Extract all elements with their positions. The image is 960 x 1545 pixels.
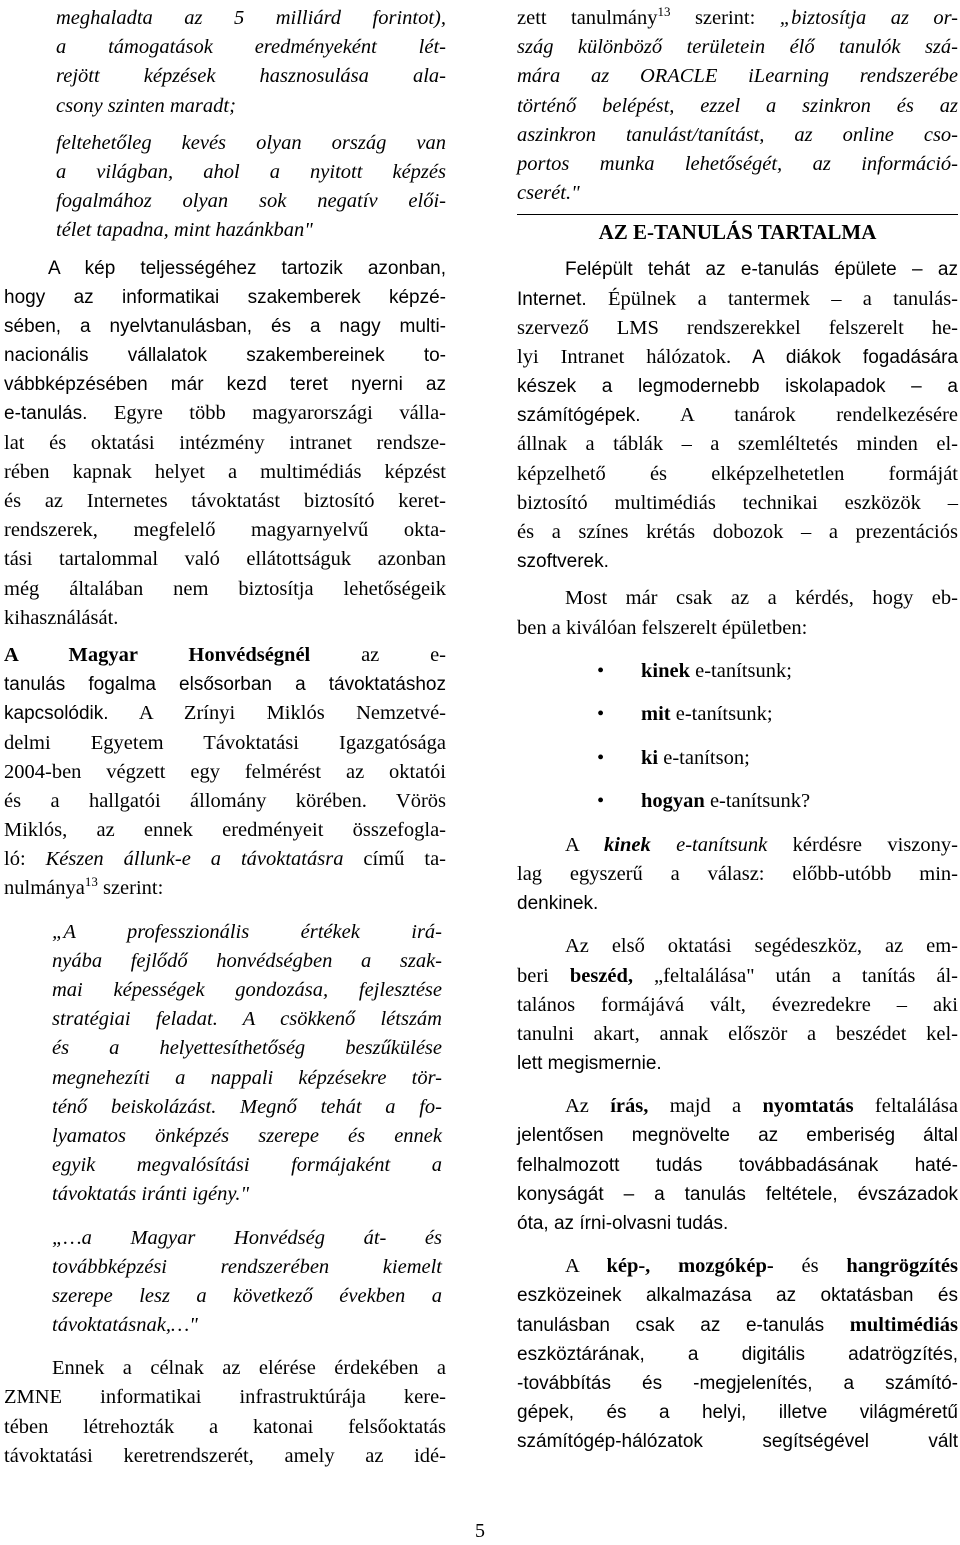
text-line: szerepe lesz a következő években a — [52, 1284, 442, 1307]
paragraph — [517, 831, 958, 919]
list-item — [517, 700, 958, 729]
text-line: lett megismernie. — [517, 1053, 662, 1075]
text-line: és a helyettesíthetőség beszűkülése — [52, 1037, 442, 1060]
text-run: című ta- — [343, 848, 446, 871]
text-line: eszközeinek alkalmazása az oktatásban és — [517, 1285, 958, 1307]
text-run: A diákok fogadására — [731, 346, 958, 368]
text-line — [517, 401, 958, 430]
text-line — [517, 1092, 958, 1121]
text-line: óta, az írni-olvasni tudás. — [517, 1213, 729, 1234]
text-run: kérdésre viszony- — [767, 833, 958, 856]
text-run: szerint: — [670, 7, 780, 29]
text-line: cserét." — [517, 182, 580, 205]
text-line: szág különböző területein élő tanulók szá- — [517, 36, 958, 59]
text-line: talános formájává vált, évezredekre – aki — [517, 993, 958, 1016]
bold-italic-run: kinek — [604, 833, 651, 856]
paragraph — [517, 255, 958, 576]
text-run: e-tanítsunk; — [670, 703, 773, 726]
footnote-ref: 13 — [657, 4, 671, 20]
text-line: rendszerek, megfelelő magyarnyelvű okta- — [4, 519, 446, 542]
text-line: stratégiai feladat. A csökkenő létszám — [52, 1008, 442, 1031]
text-line: felhalmozott tudás továbbadásának haté- — [517, 1154, 958, 1176]
bullet-icon: • — [597, 746, 605, 769]
text-line — [517, 343, 958, 372]
text-line: kihasználását. — [4, 606, 119, 629]
text-run: e-tanulás. — [4, 403, 88, 425]
text-run: kapcsolódik. — [4, 703, 109, 725]
bold-run: kinek — [641, 659, 690, 682]
bullet-item — [4, 129, 446, 246]
text-run: és — [773, 1255, 847, 1278]
text-line: gépek, és a helyi, illetve világméretű — [517, 1402, 958, 1424]
text-line: csony szinten maradt; — [56, 94, 236, 117]
text-line — [517, 1252, 958, 1281]
text-line: távoktatási keretrendszerét, amely az idé- — [4, 1444, 446, 1467]
text-line: tási tartalommal való ellátottságuk azonban — [4, 548, 446, 571]
paragraph — [4, 254, 446, 633]
paragraph — [4, 641, 446, 904]
text-line: aszinkron tanulást/tanítást, az online cso- — [517, 123, 958, 146]
text-line: feltehetőleg kevés olyan ország van — [56, 131, 446, 154]
text-line: a támogatások eredményeként lét- — [56, 36, 446, 59]
bold-run: hangrögzítés — [846, 1255, 958, 1278]
text-run: tanulásban csak az e-tanulás — [517, 1314, 850, 1336]
paragraph — [517, 584, 958, 642]
text-run: A — [565, 1255, 607, 1278]
text-line: ténő beiskolázást. Megnő tehát a fo- — [52, 1095, 442, 1118]
italic-run: „biztosítja az or- — [779, 7, 959, 29]
text-run: zett tanulmány — [517, 7, 658, 29]
text-line — [517, 831, 958, 860]
text-line: hogy az informatikai szakemberek képzé- — [4, 286, 446, 308]
text-line — [517, 4, 958, 33]
text-line: rejött képzések hasznosulása ala- — [56, 65, 446, 88]
text-line: számítógép-hálózatok segítségével vált — [517, 1431, 958, 1453]
bold-run: mit — [641, 703, 671, 726]
text-run: nulmánya — [4, 877, 85, 900]
text-line: konyságát – a tanulás feltétele, évszázadok — [517, 1183, 958, 1205]
text-line — [4, 399, 446, 428]
bold-run: ki — [641, 746, 659, 769]
text-line: távoktatás iránti igény." — [52, 1183, 250, 1206]
text-line: mára az ORACLE iLearning rendszerébe — [517, 65, 958, 88]
text-line — [4, 641, 446, 670]
text-line — [4, 845, 446, 874]
bold-run: hogyan — [641, 790, 705, 813]
left-column — [4, 4, 446, 1471]
text-line: 2004-ben végzett egy felmérést az oktatói — [4, 760, 446, 783]
bold-run: írás, — [610, 1095, 649, 1118]
text-line: jelentősen megnövelte az emberiség által — [517, 1125, 958, 1147]
text-line: készek a legmodernebb iskolapadok – a — [517, 376, 958, 398]
list-item — [517, 787, 958, 816]
text-run: szerint: — [97, 877, 164, 900]
text-line: fogalmához olyan sok negatív elői- — [56, 190, 446, 213]
text-line: lat és oktatási intézmény intranet rendsze- — [4, 431, 446, 454]
text-line: portos munka lehetőségét, az információ- — [517, 152, 958, 175]
bullet-icon: • — [597, 790, 605, 813]
text-line — [517, 285, 958, 314]
text-run: A Zrínyi Miklós Nemzetvé- — [108, 702, 446, 725]
text-line: delmi Egyetem Távoktatási Igazgatósága — [4, 731, 446, 754]
text-line: „A professzionális értékek irá- — [52, 920, 442, 943]
text-line: biztosító multimédiás technikai eszközök – — [517, 491, 958, 514]
text-line: Az első oktatási segédeszköz, az em- — [565, 935, 958, 958]
text-line: állnak a táblák – a szemléltetés minden el- — [517, 433, 958, 456]
section-heading: AZ E-TANULÁS TARTALMA — [517, 214, 958, 247]
text-line: képzelhető és elképzelhetetlen formáját — [517, 462, 958, 485]
bold-run: A Magyar Honvédségnél — [4, 643, 311, 666]
footnote-ref: 13 — [84, 874, 98, 890]
text-line — [4, 874, 446, 903]
text-line: megnehezíti a nappali képzésekre tör- — [52, 1066, 442, 1089]
paragraph — [4, 1354, 446, 1471]
text-line: Ennek a célnak az elérése érdekében a — [52, 1357, 446, 1380]
text-line: ZMNE informatikai infrastruktúrája kere- — [4, 1386, 446, 1409]
text-line: sében, a nyelvtanulásban, és a nagy multi- — [4, 315, 446, 337]
text-line — [517, 962, 958, 991]
text-line: télet tapadna, mint hazánkban" — [56, 219, 313, 242]
text-line: és az Internetes távoktatást biztosító keret- — [4, 490, 446, 512]
text-run: „feltalálása" után a tanítás ál- — [633, 964, 959, 987]
paragraph — [517, 1092, 958, 1238]
text-line: szervező LMS rendszerekkel felszerelt he- — [517, 316, 958, 339]
text-run: beri — [517, 964, 570, 987]
bullet-icon: • — [597, 703, 605, 726]
text-run: Egyre több magyarországi válla- — [87, 402, 446, 425]
text-line: vábbképzésében már kezd teret nyerni az — [4, 374, 446, 396]
text-run: e-tanítsunk; — [690, 659, 792, 682]
text-run: számítógépek. — [517, 405, 641, 427]
text-line: történő belépést, ezzel a szinkron és az — [517, 94, 958, 117]
text-line: Felépült tehát az e-tanulás épülete – az — [565, 259, 958, 281]
text-run: Az — [565, 1095, 611, 1118]
text-run: ló: — [4, 848, 46, 871]
bullet-icon: • — [597, 659, 605, 682]
text-line: a világban, ahol a nyitott képzés — [56, 160, 446, 183]
text-line: nyába fejlődő honvédségben a szak- — [52, 949, 442, 972]
text-line: szoftverek. — [517, 551, 609, 573]
text-line: mai képességek gondozása, fejlesztése — [52, 979, 442, 1001]
paragraph — [517, 4, 958, 208]
text-run: e-tanítsunk? — [704, 790, 811, 813]
text-line: A kép teljességéhez tartozik azonban, — [48, 257, 446, 279]
quote — [4, 1224, 446, 1341]
paragraph — [517, 1252, 958, 1456]
text-line: ben a kiválóan felszerelt épületben: — [517, 616, 808, 639]
text-run: lyi Intranet hálózatok. — [517, 345, 732, 368]
text-line: meghaladta az 5 milliárd forintot), — [56, 7, 446, 29]
text-run: Internet. — [517, 288, 587, 310]
text-line — [4, 699, 446, 728]
text-line: és a hallgatói állomány körében. Vörös — [4, 789, 446, 812]
text-line: és a színes krétás dobozok – a prezentációs — [517, 521, 958, 543]
text-run: A tanárok rendelkezésére — [640, 404, 958, 427]
text-line: lag egyszerű a válasz: előbb-utóbb min- — [517, 862, 958, 885]
text-run: e-tanítson; — [658, 746, 750, 769]
text-line: -továbbítás és -megjelenítés, a számító- — [517, 1372, 958, 1394]
text-run: Épülnek a tantermek – a tanulás- — [586, 287, 958, 310]
text-run: majd a — [648, 1095, 763, 1118]
bold-run: beszéd, — [569, 964, 634, 987]
bold-run: multimédiás — [849, 1313, 958, 1336]
bold-run: kép-, mozgókép- — [606, 1255, 774, 1278]
bullet-continuation — [4, 4, 446, 121]
right-column — [517, 4, 958, 1457]
text-line: még általában nem biztosítja lehetőségeik — [4, 577, 446, 600]
text-line: tében létrehozták a katonai felsőoktatás — [4, 1415, 446, 1438]
text-line: Miklós, az ennek eredményeit összefogla- — [4, 819, 446, 842]
text-run: A — [565, 833, 605, 856]
text-line: egyik megvalósítási formájaként a — [52, 1154, 442, 1177]
text-line — [517, 1311, 958, 1340]
text-line: „…a Magyar Honvédség át- és — [52, 1226, 442, 1249]
text-line: rében kapnak helyet a multimédiás képzést — [4, 460, 446, 483]
italic-run: e-tanítsunk — [650, 833, 768, 856]
quote — [4, 918, 446, 1210]
text-run: feltalálása — [853, 1095, 958, 1118]
text-line: Most már csak az a kérdés, hogy eb- — [565, 587, 958, 610]
text-line: távoktatásnak,…" — [52, 1314, 198, 1337]
text-line: tanulás fogalma elsősorban a távoktatáshoz — [4, 674, 446, 696]
text-line: denkinek. — [517, 893, 599, 915]
text-line: lyamatos önképzés szerepe és ennek — [52, 1124, 442, 1147]
text-line: továbbképzési rendszerében kiemelt — [52, 1255, 442, 1278]
text-run: az e- — [310, 643, 446, 666]
list-item — [517, 744, 958, 773]
bold-run: nyomtatás — [762, 1095, 854, 1118]
list-item — [517, 657, 958, 686]
bullet-list — [517, 657, 958, 817]
page-number: 5 — [475, 1520, 485, 1542]
text-line: tanulni akart, annak először a beszédet kel- — [517, 1022, 958, 1045]
paragraph — [517, 932, 958, 1078]
text-line: nacionális vállalatok szakembereinek to- — [4, 345, 446, 367]
italic-run: Készen állunk-e a távoktatásra — [45, 848, 344, 871]
text-line: eszköztárának, a digitális adatrögzítés, — [517, 1343, 958, 1365]
